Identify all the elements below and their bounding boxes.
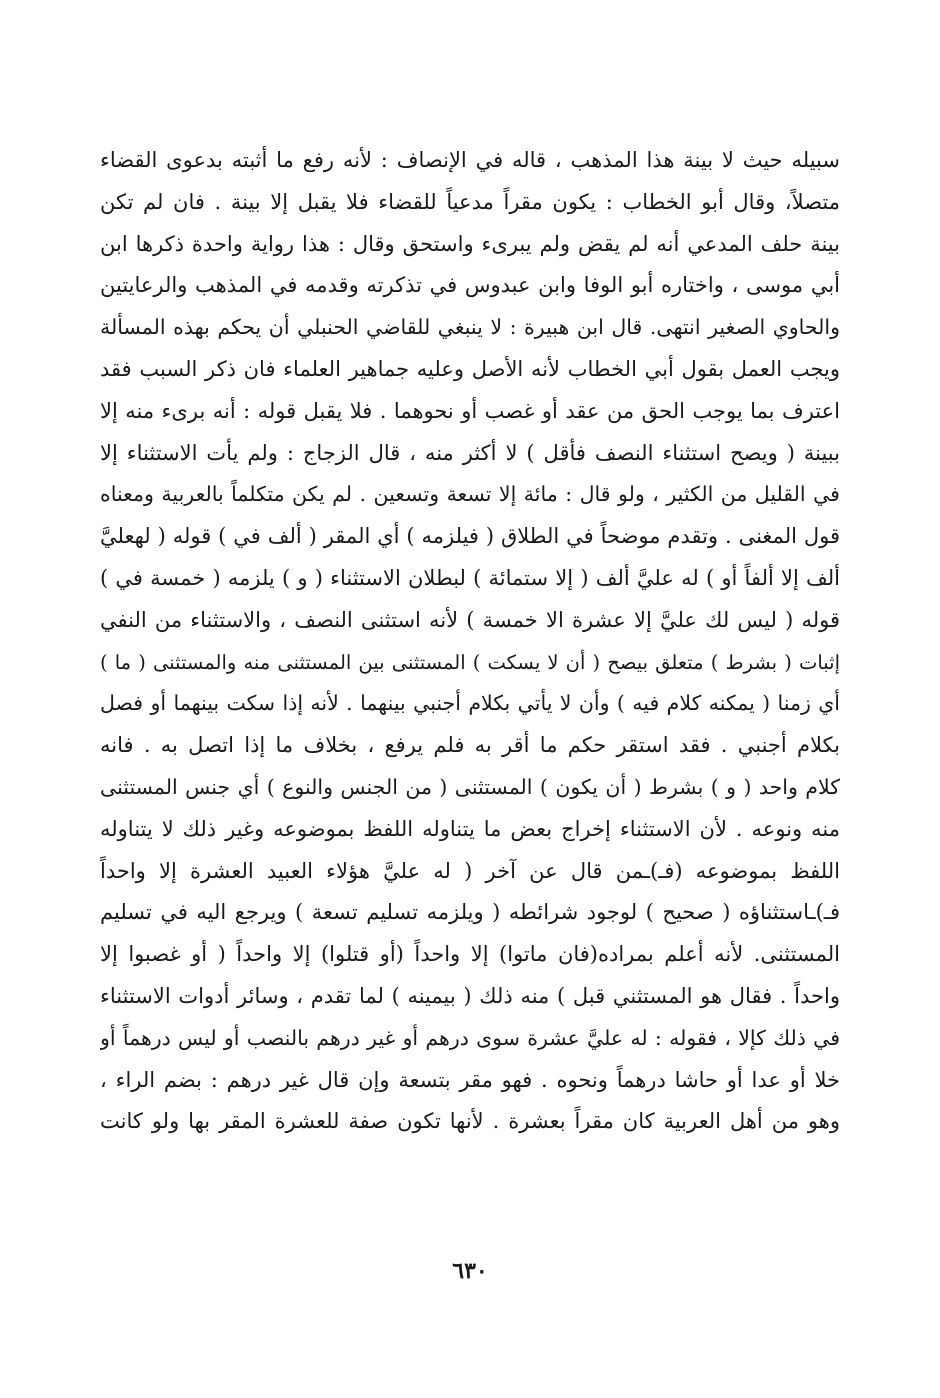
- text-line: المستثنى. لأنه أعلم بمراده(فان ماتوا) إلا واحداً (أو قتلوا) إلا واحداً ( أو غصبوا إلا: [100, 942, 840, 967]
- body-text: [100, 140, 840, 1143]
- text-line: اللفظ بموضوعه (فـ)ـمن قال عن آخر ( له عليَّ هؤلاء العبيد العشرة إلا واحداً: [100, 858, 840, 883]
- text-line: ويجب العمل بقول أبي الخطاب لأنه الأصل وعليه جماهير العلماء فان ذكر السبب فقد: [100, 356, 840, 381]
- text-line: سبيله حيث لا بينة هذا المذهب ، قاله في الإنصاف : لأنه رفع ما أثبته بدعوى القضاء: [100, 148, 840, 172]
- page-number: ٦٣٠: [452, 1258, 488, 1284]
- text-line: في القليل من الكثير ، ولو قال : مائة إلا تسعة وتسعين . لم يكن متكلماً بالعربية ومعناه: [100, 482, 840, 507]
- text-line: ألف إلا ألفاً أو ) له عليَّ ألف ( إلا ستمائة ) لبطلان الاستثناء ( و ) يلزمه ( خمسة في ): [100, 565, 840, 590]
- text-line: في ذلك كإلا ، فقوله : له عليَّ عشرة سوى درهم أو غير درهم بالنصب أو ليس درهماً أو: [100, 1025, 840, 1050]
- text-line: واحداً . فقال هو المستثني قبل ) منه ذلك ( بيمينه ) لما تقدم ، وسائر أدوات الاستثناء: [100, 983, 840, 1008]
- text-line: منه ونوعه . لأن الاستثناء إخراج بعض ما يتناوله اللفظ بموضوعه وغير ذلك لا يتناوله: [100, 816, 840, 841]
- text-line: ببينة ( ويصح استثناء النصف فأقل ) لا أكثر منه ، قال الزجاج : ولم يأت الاستثناء إلا: [100, 440, 840, 465]
- text-line: والحاوي الصغير انتهى. قال ابن هبيرة : لا ينبغي للقاضي الحنبلي أن يحكم بهذه المسألة: [100, 315, 840, 340]
- text-line: فـ)ـاستثناؤه ( صحيح ) لوجود شرائطه ( ويلزمه تسليم تسعة ) ويرجع اليه في تسليم: [100, 900, 840, 925]
- text-line: بكلام أجنبي . فقد استقر حكم ما أقر به فلم يرفع ، بخلاف ما إذا اتصل به . فانه: [100, 733, 840, 758]
- text-line: خلا أو عدا أو حاشا درهماً ونحوه . فهو مقر بتسعة وإن قال غير درهم : بضم الراء ،: [100, 1067, 840, 1092]
- text-line: وهو من أهل العربية كان مقراً بعشرة . لأنها تكون صفة للعشرة المقر بها ولو كانت: [100, 1109, 840, 1134]
- text-line: قول المغنى . وتقدم موضحاً في الطلاق ( فيلزمه ) أي المقر ( ألف في ) قوله ( لهعليَّ: [100, 524, 840, 549]
- text-line: أي زمنا ( يمكنه كلام فيه ) وأن لا يأتي بكلام أجنبي بينهما . لأنه إذا سكت بينهما أو فصل: [100, 691, 840, 716]
- text-line: إثبات ( بشرط ) متعلق بيصح ( أن لا يسكت ) المستثنى بين المستثنى منه والمستثنى ( ما ): [100, 650, 840, 674]
- text-line: أبي موسى ، واختاره أبو الوفا وابن عبدوس في تذكرته وقدمه في المذهب والرعايتين: [100, 273, 840, 298]
- text-line: كلام واحد ( و ) بشرط ( أن يكون ) المستثنى ( من الجنس والنوع ) أي جنس المستثنى: [100, 774, 840, 799]
- text-line: متصلاً، وقال أبو الخطاب : يكون مقراً مدعياً للقضاء فلا يقبل إلا بينة . فان لم تكن: [100, 189, 840, 214]
- text-line: قوله ( ليس لك عليَّ إلا عشرة الا خمسة ) لأنه استثنى النصف ، والاستثناء من النفي: [100, 607, 840, 632]
- text-line: بينة حلف المدعي أنه لم يقض ولم يبرىء واستحق وقال : هذا رواية واحدة ذكرها ابن: [100, 231, 840, 256]
- text-line: اعترف بما يوجب الحق من عقد أو غصب أو نحوهما . فلا يقبل قوله : أنه برىء منه إلا: [100, 398, 840, 423]
